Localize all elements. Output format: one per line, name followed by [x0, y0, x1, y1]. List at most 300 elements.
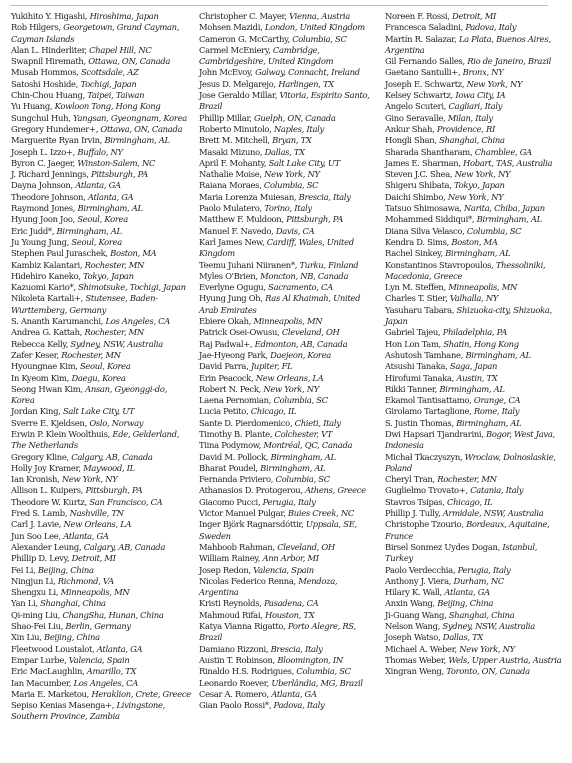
reviewer-location: Berlin, Germany — [65, 621, 131, 632]
reviewer-entry: Leonardo Roever, Uberlândia, MG, Brazil — [199, 677, 363, 688]
reviewer-name: Rob Hilgers — [11, 22, 59, 33]
reviewer-name: Timothy B. Plante — [199, 428, 270, 439]
reviewer-name: Nathalie Moise — [199, 169, 260, 180]
reviewer-entry: S. Justin Thomas, Birmingham, AL — [385, 417, 522, 428]
reviewer-entry: Nathalie Moise, New York, NY — [199, 169, 320, 180]
reviewer-entry: Ashutosh Tamhane, Birmingham, AL — [385, 349, 531, 360]
reviewer-location: Pasadena, CA — [263, 598, 319, 609]
reviewer-location: Shizuoka-city, Shizuoka, Japan — [385, 304, 552, 327]
reviewer-entry: Charles T. Stier, Valhalla, NY — [385, 293, 499, 304]
reviewer-location: Buies Creek, NC — [287, 508, 354, 519]
reviewer-name: Hilary K. Wall — [385, 587, 440, 598]
reviewer-location: Wroclaw, Dolnoslaskie, Poland — [385, 451, 556, 473]
reviewer-location: Iowa City, IA — [455, 90, 506, 101]
reviewer-entry: Daichi Shimbo, New York, NY — [385, 191, 504, 202]
reviewer-entry: Victor Manuel Pulgar, Buies Creek, NC — [199, 508, 354, 519]
reviewer-name: Ju Young Jung — [11, 236, 67, 247]
reviewer-entry: Sepiso Kenias Masenga+, Livingstone, Southern Province, Zambia — [11, 700, 166, 722]
reviewer-location: Beijing, China — [37, 564, 94, 575]
reviewer-location: Cagliari, Italy — [448, 101, 503, 112]
reviewer-location: Houston, TX — [264, 609, 315, 620]
reviewer-name: Cameron G. McCarthy — [199, 33, 288, 44]
reviewer-entry: Maria Lorenza Muiesan, Brescia, Italy — [199, 191, 351, 202]
reviewer-location: Birmingham, AL — [104, 135, 170, 146]
reviewer-name: Ji-Guang Wang — [385, 609, 445, 620]
reviewer-entry: Myles O'Brien, Moncton, NB, Canada — [199, 270, 349, 281]
reviewer-name: Allison L. Kuipers — [11, 485, 81, 496]
reviewer-location: Winston-Salem, NC — [77, 157, 156, 168]
reviewer-name: Nicolas Federico Renna — [199, 575, 294, 586]
reviewer-entry: Gil Fernando Salles, Rio de Janeiro, Brazil — [385, 56, 551, 67]
reviewer-name: Jordan King — [11, 406, 59, 417]
reviewer-name: Joseph L. Izzo+ — [11, 146, 73, 157]
reviewer-entry: Xin Liu, Beijing, China — [11, 632, 100, 643]
reviewer-location: Vienna, Austria — [289, 11, 350, 21]
reviewer-name: Carmel McEniery — [199, 44, 269, 55]
reviewer-location: Turku, Finland — [299, 259, 359, 270]
reviewer-name: Ebiere Okah — [199, 316, 249, 327]
reviewer-location: Birmingham, AL — [260, 462, 326, 473]
reviewer-name: Teemu Juhani Niiranen* — [199, 259, 295, 270]
reviewer-location: Chamblee, GA — [474, 146, 532, 157]
reviewer-entry: John McEvoy, Galway, Connacht, Ireland — [199, 67, 360, 78]
reviewer-location: Hiroshima, Japan — [89, 11, 159, 21]
reviewer-name: Kelsey Schwartz — [385, 90, 451, 101]
reviewer-name: Dayna Johnson — [11, 180, 71, 191]
reviewer-location: Atlanta, GA — [87, 191, 134, 202]
reviewer-location: ChangSha, Hunan, China — [62, 609, 164, 620]
reviewer-entry: Roberto Minutolo, Naples, Italy — [199, 123, 324, 134]
reviewer-name: In Kyeom Kim — [11, 372, 67, 383]
reviewer-name: Rebecca Kelly — [11, 338, 66, 349]
reviewer-name: Hyoungnae Kim — [11, 361, 76, 372]
reviewer-name: Fei Li — [11, 564, 34, 575]
reviewer-name: Raiana Moraes — [199, 180, 260, 191]
reviewer-name: Mahboob Rahman — [199, 541, 273, 552]
reviewer-name: Michał Tkaczyszyn — [385, 451, 460, 462]
reviewer-name: William Rainey — [199, 553, 258, 564]
reviewer-entry: Rikki Tanner, Birmingham, AL — [385, 383, 505, 394]
reviewer-location: Boston, MA — [110, 248, 157, 259]
reviewer-name: Katya Vianna Rigatto — [199, 621, 284, 632]
reviewer-entry: Timothy B. Plante, Colchester, VT — [199, 428, 333, 439]
reviewer-location: Mendoza, Argentina — [199, 575, 338, 598]
reviewer-entry: Byron C. Jaeger, Winston-Salem, NC — [11, 157, 156, 168]
reviewer-name: Paolo Mulatero — [199, 203, 260, 214]
reviewer-location: New York, NY — [264, 169, 320, 180]
reviewer-location: Istanbul, Turkey — [385, 541, 538, 564]
reviewer-location: Georgetown, Grand Cayman, Cayman Islands — [11, 22, 180, 44]
reviewer-name: Mahmoud Rifai — [199, 609, 261, 620]
reviewer-location: Seoul, Korea — [79, 361, 131, 372]
reviewer-name: Angelo Scuteri — [385, 101, 444, 112]
reviewer-location: Maywood, IL — [83, 462, 135, 473]
reviewer-location: New Orleans, LA — [255, 372, 324, 383]
reviewer-entry: Karl James New, Cardiff, Wales, United Kingdom — [199, 236, 354, 259]
reviewer-entry: Carl J. Lavie, New Orleans, LA — [11, 519, 132, 530]
reviewer-location: Vitoria, Espirito Santo, Brazil — [199, 90, 370, 112]
reviewer-name: Yan Li — [11, 598, 36, 609]
reviewer-location: Shatin, Hong Kong — [443, 338, 519, 349]
reviewer-location: Shimotsuke, Tochigi, Japan — [78, 282, 186, 293]
reviewer-name: Sharada Shantharam — [385, 146, 470, 157]
reviewer-name: Josep Redon — [199, 564, 249, 575]
reviewer-entry: Sante D. Pierdomenico, Chieti, Italy — [199, 417, 341, 428]
reviewer-name: Atsushi Tanaka — [385, 361, 446, 372]
reviewer-location: Brescia, Italy — [298, 191, 351, 202]
reviewer-entry: Atsushi Tanaka, Saga, Japan — [385, 361, 498, 372]
reviewer-location: Tochigi, Japan — [80, 78, 137, 89]
reviewer-location: Birmingham, AL — [56, 225, 122, 236]
reviewer-entry: Alexander Leung, Calgary, AB, Canada — [11, 541, 166, 552]
reviewer-name: Gil Fernando Salles — [385, 56, 463, 67]
reviewer-location: Atlanta, GA — [75, 180, 121, 191]
reviewer-name: Noreen F. Rossi — [385, 11, 448, 21]
reviewer-entry: Michael A. Weber, New York, NY — [385, 643, 515, 654]
reviewer-entry: Angelo Scuteri, Cagliari, Italy — [385, 101, 503, 112]
reviewer-entry: Kelsey Schwartz, Iowa City, IA — [385, 90, 506, 101]
reviewer-name: Marguerite Ryan Irvin — [11, 135, 100, 146]
reviewer-name: Hongli Shan — [385, 135, 435, 146]
reviewer-entry: Seong Hwan Kim, Ansan, Gyeonggi-do, Korea — [11, 383, 167, 406]
reviewer-entry: Musab Hommos, Scottsdale, AZ — [11, 67, 139, 78]
reviewer-location: Sacramento, CA — [268, 282, 333, 293]
reviewer-name: Nikoleta Kartali+ — [11, 293, 81, 304]
reviewer-entry: Hon Lon Tam, Shatin, Hong Kong — [385, 338, 519, 349]
reviewer-name: Fleetwood Loustalot — [11, 643, 93, 654]
reviewer-location: Buffalo, NY — [77, 146, 123, 157]
reviewer-entry: Gregory Hundemer+, Ottawa, ON, Canada — [11, 123, 183, 134]
reviewer-location: Atlanta, GA — [63, 530, 109, 541]
reviewer-entry: Konstantinos Stavropoulos, Thessoliniki, Macedonia, Greece — [385, 259, 546, 281]
reviewer-entry: April F. Mohanty, Salt Lake City, UT — [199, 157, 340, 168]
reviewer-location: Bogor, West Java, Indonesia — [385, 428, 555, 451]
reviewer-entry: Empar Lurbe, Valencia, Spain — [11, 654, 130, 665]
reviewer-name: Cheryl Tran — [385, 474, 433, 485]
reviewer-location: Torino, Italy — [264, 203, 312, 214]
reviewer-entry: Shao-Fei Liu, Berlin, Germany — [11, 621, 131, 632]
reviewer-entry: S. Ananth Karumanchi, Los Angeles, CA — [11, 316, 171, 327]
reviewer-name: Musab Hommos — [11, 67, 77, 78]
reviewer-location: Chapel Hill, NC — [89, 44, 152, 55]
reviewer-name: Daichi Shimbo — [385, 191, 444, 202]
name-column-2 — [199, 11, 379, 711]
reviewer-entry: Nikoleta Kartali+, Stutensee, Baden-Wurttemberg, Germany — [11, 293, 158, 315]
reviewer-location: Thessoliniki, Macedonia, Greece — [385, 259, 546, 281]
reviewer-location: New York, NY — [459, 643, 515, 654]
reviewer-location: Detroit, MI — [452, 11, 497, 21]
reviewer-name: Sungchul Huh — [11, 112, 69, 123]
reviewer-name: Byron C. Jaeger — [11, 157, 73, 168]
reviewer-location: Atlanta, GA — [271, 688, 317, 699]
reviewer-name: Leonardo Roever — [199, 677, 267, 688]
reviewer-name: Chin-Chou Huang — [11, 90, 83, 101]
reviewer-location: Bordeaux, Aquitaine, France — [385, 519, 550, 541]
reviewer-location: Detroit, MI — [71, 553, 116, 564]
reviewer-location: Shanghai, China — [448, 609, 515, 620]
reviewer-name: Cesar A. Romero — [199, 688, 267, 699]
reviewer-entry: Josep Redon, Valencia, Spain — [199, 564, 314, 575]
reviewer-location: Salt Lake City, UT — [268, 157, 340, 168]
reviewer-name: Gregory Hundemer+ — [11, 123, 96, 134]
reviewer-location: Shanghai, China — [439, 135, 505, 146]
reviewer-entry: Gian Paolo Rossi*, Padova, Italy — [199, 700, 325, 711]
reviewer-entry: Ian Kronish, New York, NY — [11, 474, 118, 485]
reviewer-name: Stavros Tsipas — [385, 496, 443, 507]
reviewer-name: Athanasios D. Protogerou — [199, 485, 301, 496]
reviewer-name: Seong Hwan Kim — [11, 383, 81, 394]
reviewer-entry: Erwin P. Klein Woolthuis, Ede, Gelderland, The Netherlands — [11, 428, 180, 451]
reviewer-name: Giacomo Pucci — [199, 496, 258, 507]
reviewer-entry: Lyn M. Steffen, Minneapolis, MN — [385, 282, 518, 293]
reviewer-entry: Zafer Keser, Rochester, MN — [11, 349, 121, 360]
reviewer-name: Lyn M. Steffen — [385, 282, 444, 293]
reviewer-location: Durham, NC — [453, 575, 505, 586]
reviewer-entry: Damiano Rizzoni, Brescia, Italy — [199, 643, 323, 654]
reviewer-name: Ian Kronish — [11, 474, 58, 485]
reviewer-name: David Parra — [199, 361, 247, 372]
reviewer-entry: Sverre E. Kjeldsen, Oslo, Norway — [11, 417, 144, 428]
reviewer-name: Ashutosh Tamhane — [385, 349, 461, 360]
reviewer-location: Birmingham, AL — [445, 248, 511, 259]
reviewer-entry: Rachel Sinkey, Birmingham, AL — [385, 248, 511, 259]
reviewer-entry: Jordan King, Salt Lake City, UT — [11, 406, 135, 417]
reviewer-entry: Xingran Weng, Toronto, ON, Canada — [385, 666, 530, 677]
reviewer-location: Rome, Italy — [473, 406, 520, 417]
reviewer-name: Theodore W. Kurtz — [11, 496, 85, 507]
reviewer-entry: Joseph L. Izzo+, Buffalo, NY — [11, 146, 123, 157]
reviewer-location: Catania, Italy — [470, 485, 524, 496]
reviewer-location: Narita, Chiba, Japan — [463, 203, 545, 214]
reviewer-entry: Girolamo Tartaglione, Rome, Italy — [385, 406, 520, 417]
reviewer-location: Rochester, MN — [84, 259, 145, 270]
reviewer-name: Shengxu Li — [11, 587, 56, 598]
reviewer-location: Cardiff, Wales, United Kingdom — [199, 236, 354, 259]
reviewer-name: Stephen Paul Juraschek — [11, 248, 106, 259]
reviewer-name: Hyung Joon Joo — [11, 214, 73, 225]
reviewer-location: San Francisco, CA — [89, 496, 163, 507]
reviewer-name: Phillip Millar — [199, 112, 250, 123]
reviewer-location: Birmingham, AL — [456, 417, 522, 428]
reviewer-name: Eric Judd* — [11, 225, 52, 236]
reviewer-location: Bryan, TX — [272, 135, 312, 146]
reviewer-entry: Ankur Shah, Providence, RI — [385, 123, 496, 134]
reviewer-location: Yangsan, Gyeongnam, Korea — [72, 112, 187, 123]
reviewer-entry: Rebecca Kelly, Sydney, NSW, Australia — [11, 338, 163, 349]
reviewer-entry: Christopher C. Mayer, Vienna, Austria — [199, 11, 350, 21]
reviewer-name: Qi-ming Liu — [11, 609, 58, 620]
reviewer-name: Kristi Reynolds — [199, 598, 260, 609]
reviewer-location: Daejeon, Korea — [270, 349, 331, 360]
reviewer-location: Chicago, IL — [250, 406, 297, 417]
reviewer-entry: Francesca Saladini, Padova, Italy — [385, 22, 517, 33]
reviewer-name: Raymond Jones — [11, 203, 73, 214]
reviewer-name: April F. Mohanty — [199, 157, 264, 168]
reviewer-entry: Rob Hilgers, Georgetown, Grand Cayman, Cayman Islands — [11, 22, 180, 44]
reviewer-location: Sydney, NSW, Australia — [70, 338, 163, 349]
reviewer-location: Guelph, ON, Canada — [254, 112, 336, 123]
reviewer-entry: Swapnil Hiremath, Ottawa, ON, Canada — [11, 56, 171, 67]
reviewer-location: Porto Alegre, RS, Brazil — [199, 621, 356, 643]
reviewer-name: Patrick Osei-Owusu — [199, 327, 278, 338]
reviewer-name: Ekamol Tantisattamo — [385, 395, 470, 406]
reviewer-name: Tiina Podymow — [199, 440, 259, 451]
reviewer-location: Pittsburgh, PA — [91, 169, 148, 180]
reviewer-name: David M. Pollock — [199, 451, 266, 462]
reviewer-name: Fred S. Lamb — [11, 508, 65, 519]
reviewer-entry: Michał Tkaczyszyn, Wroclaw, Dolnoslaskie, Poland — [385, 451, 556, 473]
reviewer-name: Joseph E. Schwartz — [385, 78, 462, 89]
reviewer-location: Perugia, Italy — [262, 496, 316, 507]
reviewer-entry: Athanasios D. Protogerou, Athens, Greece — [199, 485, 366, 496]
reviewer-entry: Chin-Chou Huang, Taipei, Taiwan — [11, 90, 145, 101]
reviewer-location: Calgary, AB, Canada — [71, 451, 153, 462]
reviewer-name: Rinaldo H.S. Rodrigues — [199, 666, 292, 677]
reviewer-entry: Jae-Hyeong Park, Daejeon, Korea — [199, 349, 331, 360]
reviewer-name: Eric MacLaughlin — [11, 666, 83, 677]
reviewer-location: Beijing, China — [43, 632, 100, 643]
reviewer-entry: Hyoungnae Kim, Seoul, Korea — [11, 361, 131, 372]
reviewer-entry: Stavros Tsipas, Chicago, IL — [385, 496, 493, 507]
reviewer-location: Heraklion, Crete, Greece — [91, 688, 191, 699]
reviewer-entry: Tiina Podymow, Montréal, QC, Canada — [199, 440, 353, 451]
reviewer-entry: Ji-Guang Wang, Shanghai, China — [385, 609, 515, 620]
reviewer-name: Jose Geraldo Millar — [199, 90, 275, 101]
reviewer-name: Everlyne Ogugu — [199, 282, 264, 293]
reviewer-location: Beijing, China — [437, 598, 494, 609]
reviewer-location: Jupiter, FL — [250, 361, 293, 372]
reviewer-location: Minneapolis, MN — [448, 282, 518, 293]
reviewer-location: Livingstone, Southern Province, Zambia — [11, 700, 166, 722]
reviewer-location: Seoul, Korea — [71, 236, 122, 247]
reviewer-location: Milan, Italy — [447, 112, 493, 123]
reviewer-location: Salt Lake City, UT — [62, 406, 135, 417]
reviewer-entry: Rinaldo H.S. Rodrigues, Columbia, SC — [199, 666, 351, 677]
reviewer-name: Sepiso Kenias Masenga+ — [11, 700, 112, 711]
reviewer-name: Diana Silva Velasco — [385, 225, 463, 236]
reviewer-name: Sante D. Pierdomenico — [199, 417, 290, 428]
reviewer-location: London, United Kingdom — [264, 22, 365, 33]
reviewer-location: Dallas, TX — [442, 632, 484, 643]
reviewer-entry: Kambiz Kalantari, Rochester, MN — [11, 259, 145, 270]
reviewer-location: Rio de Janeiro, Brazil — [467, 56, 551, 67]
reviewer-entry: Ningjun Li, Richmond, VA — [11, 575, 114, 586]
reviewer-entry: Holly Joy Kramer, Maywood, IL — [11, 462, 135, 473]
reviewer-location: Oslo, Norway — [89, 417, 144, 428]
reviewer-location: Rochester, MN — [84, 327, 144, 338]
reviewer-entry: Noreen F. Rossi, Detroit, MI — [385, 11, 497, 21]
reviewer-name: Erwin P. Klein Woolthuis — [11, 428, 108, 439]
reviewer-entry: Diana Silva Velasco, Columbia, SC — [385, 225, 522, 236]
reviewer-name: Damiano Rizzoni — [199, 643, 266, 654]
reviewer-entry: Stephen Paul Juraschek, Boston, MA — [11, 248, 157, 259]
reviewer-name: Gian Paolo Rossi* — [199, 700, 269, 711]
reviewer-entry: Kazuomi Kario*, Shimotsuke, Tochigi, Japan — [11, 282, 186, 293]
reviewer-location: Kowloon Tong, Hong Kong — [54, 101, 161, 112]
reviewer-entry: Fleetwood Loustalot, Atlanta, GA — [11, 643, 143, 654]
reviewer-location: Ansan, Gyeonggi-do, Korea — [11, 383, 167, 406]
reviewer-entry: Giacomo Pucci, Perugia, Italy — [199, 496, 316, 507]
reviewer-location: Amarillo, TX — [86, 666, 137, 677]
reviewer-entry: Steven J.C. Shea, New York, NY — [385, 169, 511, 180]
reviewer-name: Hidehiro Kaneko — [11, 270, 79, 281]
reviewer-location: Saga, Japan — [449, 361, 498, 372]
reviewer-location: Cleveland, OH — [277, 541, 335, 552]
reviewer-name: Masaki Mizuno — [199, 146, 260, 157]
reviewer-entry: J. Richard Jennings, Pittsburgh, PA — [11, 169, 148, 180]
reviewer-entry: Fred S. Lamb, Nashville, TN — [11, 508, 124, 519]
reviewer-location: New York, NY — [447, 191, 504, 202]
reviewer-location: Columbia, SC — [275, 474, 330, 485]
reviewer-entry: Qi-ming Liu, ChangSha, Hunan, China — [11, 609, 164, 620]
reviewer-entry: Joseph Watso, Dallas, TX — [385, 632, 484, 643]
reviewer-entry: Cheryl Tran, Rochester, MN — [385, 474, 497, 485]
reviewer-name: Jun Soo Lee — [11, 530, 59, 541]
reviewer-name: Xin Liu — [11, 632, 40, 643]
reviewer-entry: Nicolas Federico Renna, Mendoza, Argentina — [199, 575, 338, 598]
reviewer-location: Atlanta, GA — [96, 643, 143, 654]
reviewer-location: Calgary, AB, Canada — [83, 541, 166, 552]
reviewer-name: Rachel Sinkey — [385, 248, 441, 259]
reviewer-entry: Anthony J. Viera, Durham, NC — [385, 575, 505, 586]
reviewer-entry: Bharat Poudel, Birmingham, AL — [199, 462, 326, 473]
reviewer-location: Orange, CA — [473, 395, 521, 406]
name-column-1 — [11, 11, 191, 723]
reviewer-location: Padova, Italy — [273, 700, 325, 711]
reviewer-name: Theodore Johnson — [11, 191, 84, 202]
reviewer-location: Columbia, SC — [296, 666, 351, 677]
reviewer-name: James E. Sharman — [385, 157, 459, 168]
reviewer-location: Cleveland, OH — [281, 327, 340, 338]
reviewer-name: Mohsen Mazidi — [199, 22, 261, 33]
reviewer-entry: Brett M. Mitchell, Bryan, TX — [199, 135, 312, 146]
reviewer-location: New Orleans, LA — [63, 519, 132, 530]
reviewer-location: Nashville, TN — [69, 508, 124, 519]
reviewer-location: Stutensee, Baden-Wurttemberg, Germany — [11, 293, 158, 315]
reviewer-entry: Austin T. Robinson, Bloomington, IN — [199, 654, 343, 665]
reviewer-name: Shigeru Shibata — [385, 180, 450, 191]
reviewer-name: Hirofumi Tanaka — [385, 372, 452, 383]
reviewer-entry: Carmel McEniery, Cambridge, Cambridgeshire, United Kingdom — [199, 44, 334, 67]
reviewer-name: Alan L. Hinderliter — [11, 44, 85, 55]
reviewer-name: Gregory Kline — [11, 451, 67, 462]
reviewer-entry: Hirofumi Tanaka, Austin, TX — [385, 372, 498, 383]
reviewer-entry: Hyung Joon Joo, Seoul, Korea — [11, 214, 128, 225]
reviewer-entry: Phillip J. Tully, Armidale, NSW, Australia — [385, 508, 544, 519]
reviewer-entry: Laena Pernomian, Columbia, SC — [199, 395, 328, 406]
reviewer-name: Christopher C. Mayer — [199, 11, 285, 21]
reviewer-location: Pittsburgh, PA — [286, 214, 344, 225]
reviewer-name: S. Ananth Karumanchi — [11, 316, 101, 327]
reviewer-entry: Ju Young Jung, Seoul, Korea — [11, 236, 122, 247]
reviewer-location: New York, NY — [454, 169, 511, 180]
reviewer-name: Ankur Shah — [385, 123, 433, 134]
reviewer-name: Jae-Hyeong Park — [199, 349, 266, 360]
reviewer-location: Los Angeles, CA — [105, 316, 171, 327]
reviewer-name: Maria Lorenza Muiesan — [199, 191, 294, 202]
reviewer-location: Chieti, Italy — [294, 417, 341, 428]
reviewer-entry: Sungchul Huh, Yangsan, Gyeongnam, Korea — [11, 112, 187, 123]
reviewer-location: Ras Al Khaimah, United Arab Emirates — [199, 293, 361, 315]
reviewer-entry: Ebiere Okah, Minneapolis, MN — [199, 316, 323, 327]
reviewer-entry: Jesus D. Melgarejo, Harlingen, TX — [199, 78, 334, 89]
reviewer-location: Dallas, TX — [264, 146, 305, 157]
reviewer-entry: Yukihito Y. Higashi, Hiroshima, Japan — [11, 11, 159, 21]
reviewer-name: Ian Macumber — [11, 677, 69, 688]
reviewer-entry: Gaetano Santulli+, Bronx, NY — [385, 67, 504, 78]
reviewer-name: Guglielmo Trovato+ — [385, 485, 466, 496]
reviewer-name: Rikki Tanner — [385, 383, 435, 394]
